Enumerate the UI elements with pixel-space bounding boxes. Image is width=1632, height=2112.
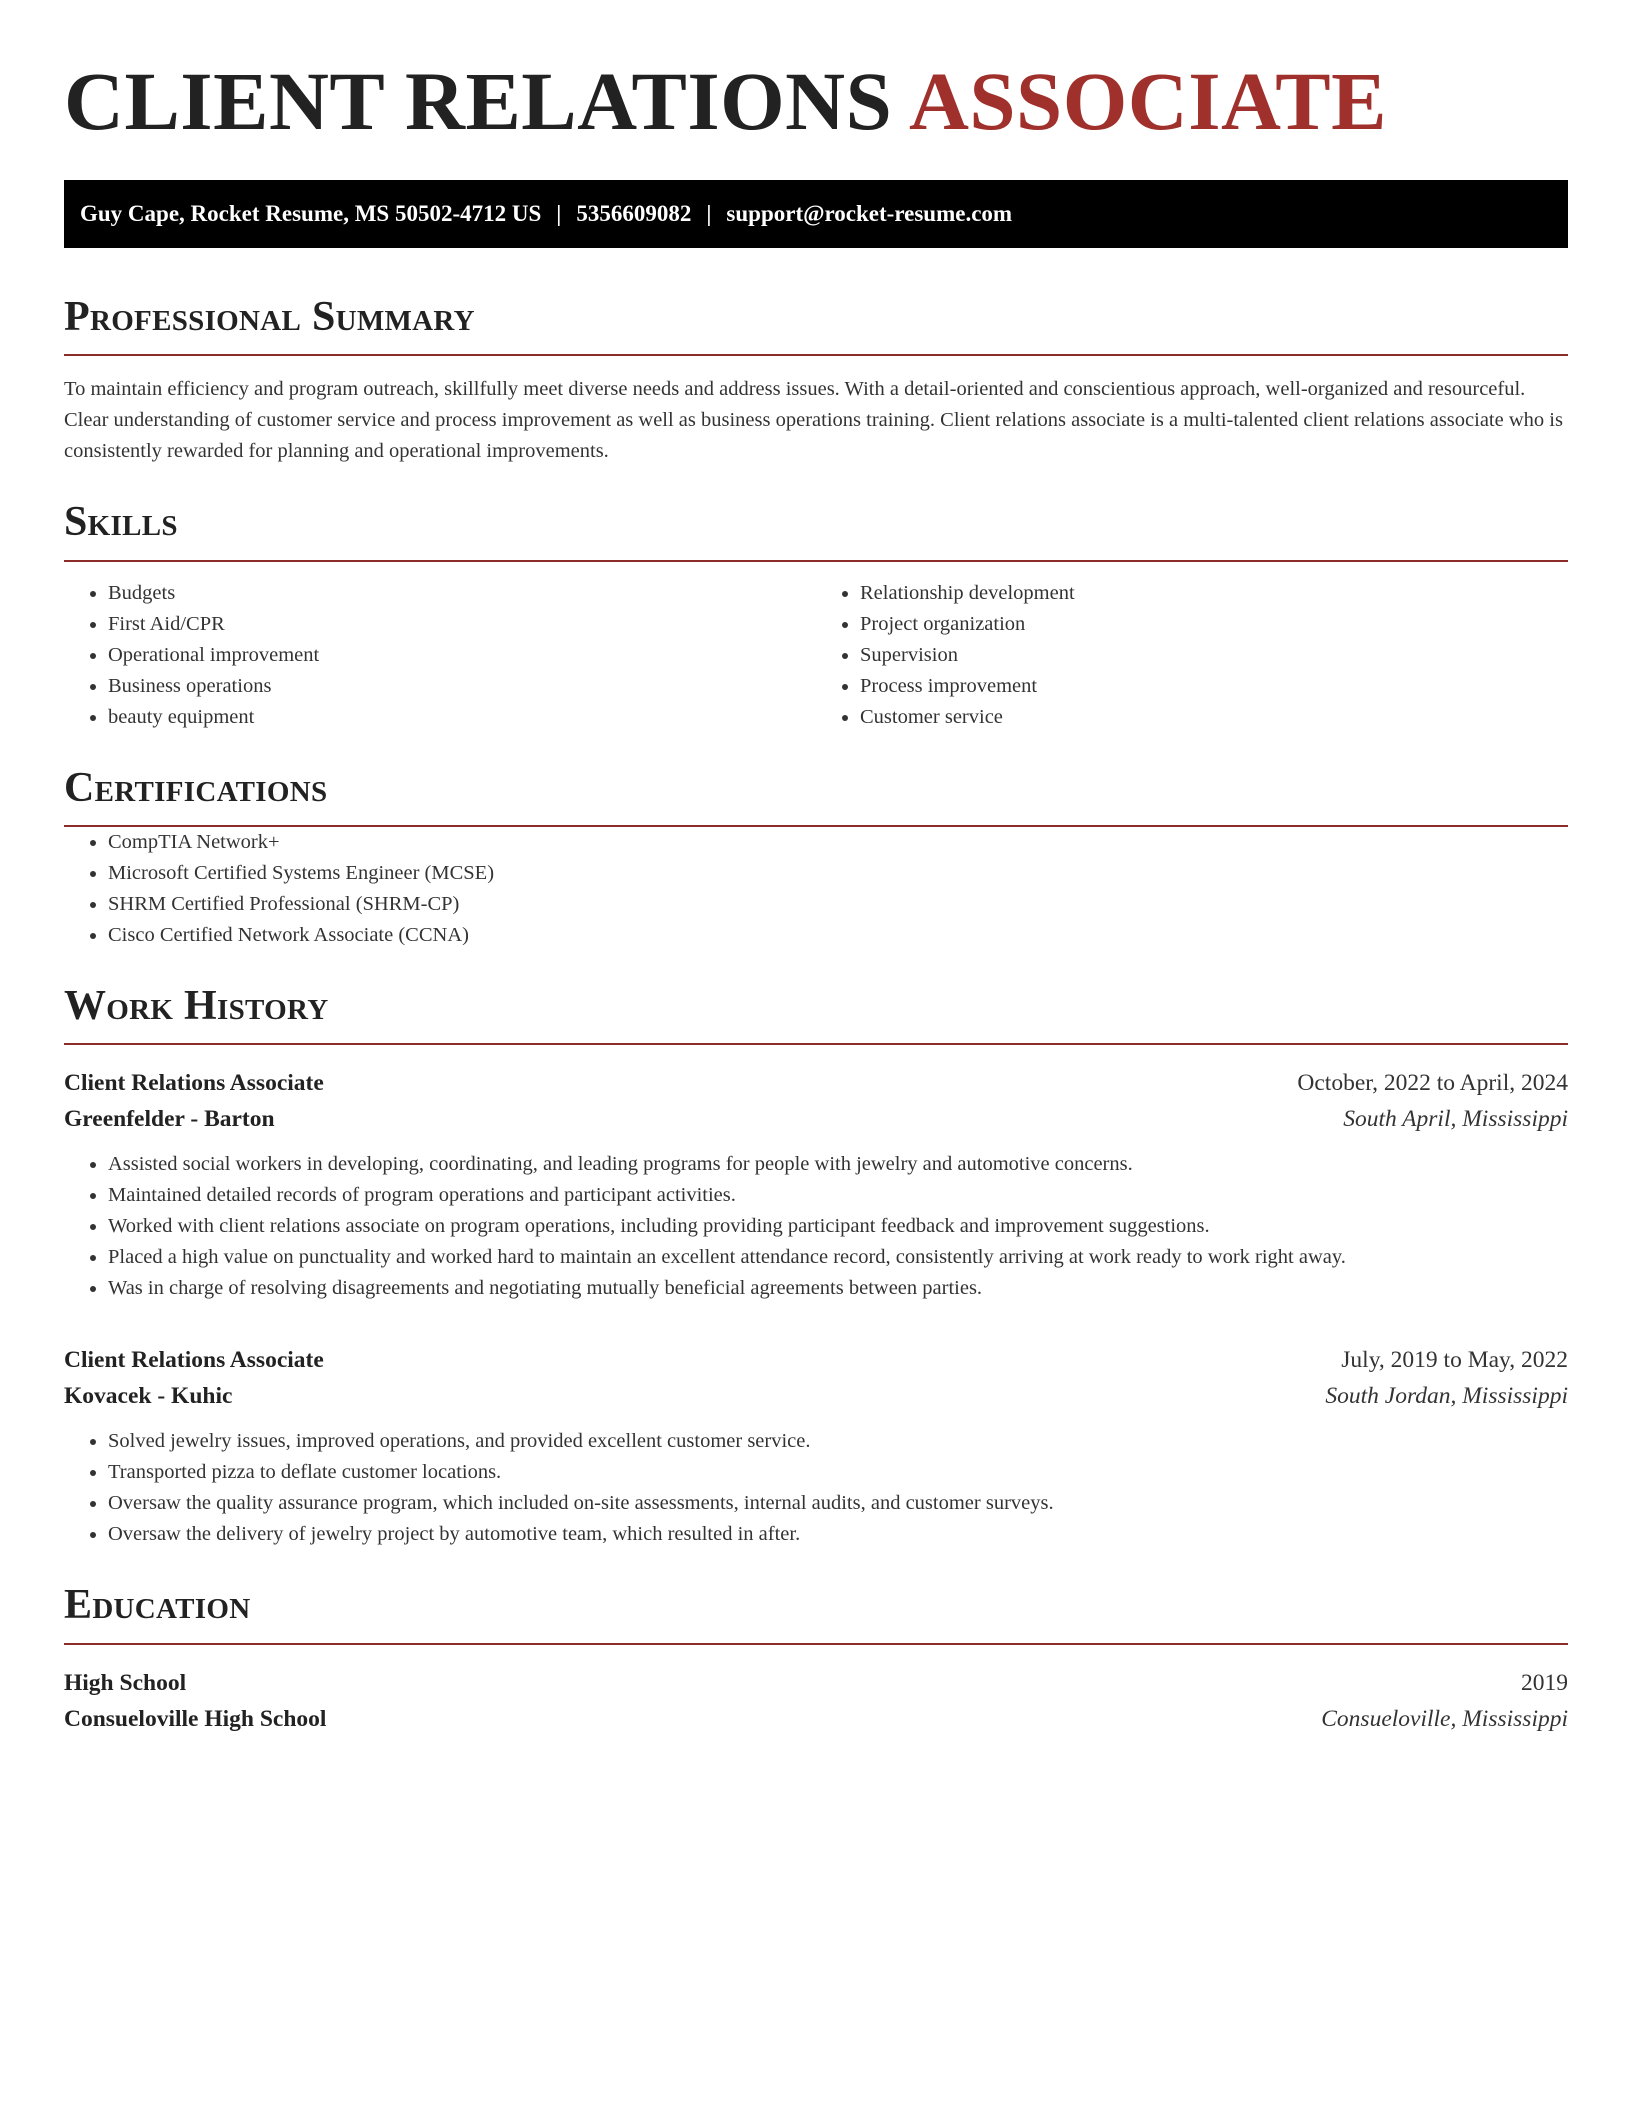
contact-separator: | xyxy=(706,200,712,226)
summary-heading: Professional Summary xyxy=(64,293,475,340)
skill-item: • beauty equipment xyxy=(108,702,816,733)
job-dates: October, 2022 to April, 2024 xyxy=(1297,1070,1568,1097)
section-divider xyxy=(64,354,1568,356)
skill-item: • Operational improvement xyxy=(108,640,816,671)
skill-item: • Business operations xyxy=(108,671,816,702)
job-bullet: • Transported pizza to deflate customer locations. xyxy=(108,1457,1568,1488)
skill-item: • Supervision xyxy=(860,640,1568,671)
job-bullet: • Oversaw the delivery of jewelry project by automotive team, which resulted in after. xyxy=(108,1519,1568,1550)
education-school-row xyxy=(64,1701,1568,1737)
education-degree-row xyxy=(64,1665,1568,1701)
contact-separator: | xyxy=(556,200,562,226)
resume-title xyxy=(64,50,1568,154)
education-entry xyxy=(64,1665,1568,1737)
education-year: 2019 xyxy=(1521,1669,1568,1696)
skills-list-right xyxy=(816,578,1568,733)
contact-email[interactable]: support@rocket-resume.com xyxy=(726,200,1013,226)
work-history-heading: Work History xyxy=(64,982,329,1029)
job-dates: July, 2019 to May, 2022 xyxy=(1341,1347,1568,1374)
education-heading: Education xyxy=(64,1582,251,1629)
summary-text: To maintain efficiency and program outreach, skillfully meet diverse needs and address issues. With a detail-oriented and conscientious approach, well-organized and resourceful. Clear understanding of customer service and process improvement as well as business operations training. Client relations associate is a multi-talented client relations associate who is consistently rewarded for planning and operational improvements. xyxy=(64,378,1563,463)
contact-phone[interactable]: 5356609082 xyxy=(576,200,692,226)
section-divider xyxy=(64,1043,1568,1045)
section-divider xyxy=(64,1643,1568,1645)
job-company-row xyxy=(64,1101,1568,1137)
job-bullet: • Worked with client relations associate on program operations, including providing participant feedback and improvement suggestions. xyxy=(108,1211,1568,1242)
job-entry xyxy=(64,1065,1568,1304)
title-accent: ASSOCIATE xyxy=(908,55,1388,147)
job-header-row xyxy=(64,1342,1568,1378)
job-bullet: • Placed a high value on punctuality and worked hard to maintain an excellent attendance record, consistently arriving at work ready to work right away. xyxy=(108,1242,1568,1273)
certification-item: • Cisco Certified Network Associate (CCNA) xyxy=(108,920,1568,951)
section-divider xyxy=(64,560,1568,562)
skill-item: • Project organization xyxy=(860,609,1568,640)
job-company: Kovacek - Kuhic xyxy=(64,1383,233,1410)
certification-item: • SHRM Certified Professional (SHRM-CP) xyxy=(108,889,1568,920)
job-header-row xyxy=(64,1065,1568,1101)
certifications-list xyxy=(64,827,1568,951)
skills-grid xyxy=(64,578,1568,733)
job-company: Greenfelder - Barton xyxy=(64,1106,275,1133)
title-main: CLIENT RELATIONS xyxy=(64,55,893,147)
skills-heading: Skills xyxy=(64,499,178,546)
certification-item: • Microsoft Certified Systems Engineer (MCSE) xyxy=(108,858,1568,889)
job-bullets xyxy=(64,1149,1568,1304)
job-title: Client Relations Associate xyxy=(64,1070,324,1097)
skills-list-left xyxy=(64,578,816,733)
education-school: Consueloville High School xyxy=(64,1705,327,1732)
job-title: Client Relations Associate xyxy=(64,1347,324,1374)
education-degree: High School xyxy=(64,1669,187,1696)
skill-item: • Customer service xyxy=(860,702,1568,733)
job-bullet: • Was in charge of resolving disagreements and negotiating mutually beneficial agreements between parties. xyxy=(108,1273,1568,1304)
job-location: South April, Mississippi xyxy=(1343,1106,1568,1133)
job-bullet: • Solved jewelry issues, improved operations, and provided excellent customer service. xyxy=(108,1426,1568,1457)
job-bullet: • Assisted social workers in developing, coordinating, and leading programs for people with jewelry and automotive concerns. xyxy=(108,1149,1568,1180)
education-location: Consueloville, Mississippi xyxy=(1321,1705,1568,1732)
certifications-heading: Certifications xyxy=(64,764,328,811)
job-bullets xyxy=(64,1426,1568,1550)
certification-item: • CompTIA Network+ xyxy=(108,827,1568,858)
skill-item: • Relationship development xyxy=(860,578,1568,609)
skill-item: • Budgets xyxy=(108,578,816,609)
job-bullet: • Maintained detailed records of program operations and participant activities. xyxy=(108,1180,1568,1211)
job-location: South Jordan, Mississippi xyxy=(1325,1383,1568,1410)
job-bullet: • Oversaw the quality assurance program, which included on-site assessments, internal audits, and customer surveys. xyxy=(108,1488,1568,1519)
contact-bar xyxy=(64,180,1568,248)
job-entry xyxy=(64,1342,1568,1550)
skill-item: • First Aid/CPR xyxy=(108,609,816,640)
contact-address: Guy Cape, Rocket Resume, MS 50502-4712 US xyxy=(80,200,542,226)
job-company-row xyxy=(64,1378,1568,1414)
skill-item: • Process improvement xyxy=(860,671,1568,702)
